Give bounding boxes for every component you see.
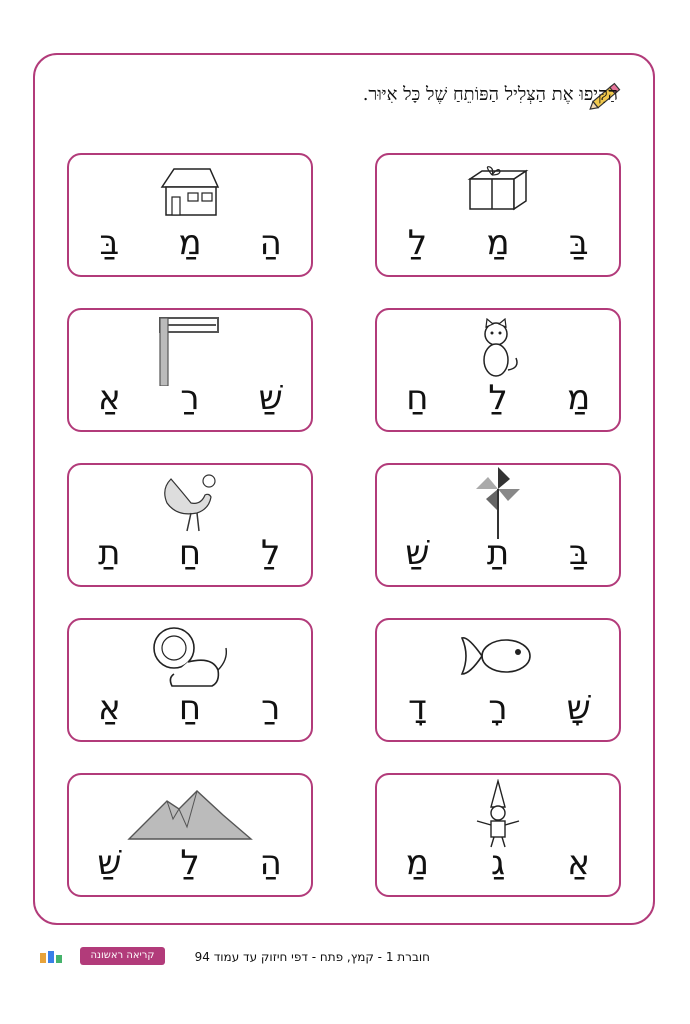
instruction-text: הַקִּיפוּ אֶת הַצְּלִיל הַפּוֹתֵחַ שֶׁל כָּל אִיּוּר. bbox=[362, 84, 618, 105]
letter-option[interactable]: רַ bbox=[180, 378, 200, 418]
card-9 bbox=[375, 773, 621, 897]
card-7 bbox=[375, 618, 621, 742]
letter-option[interactable]: אַ bbox=[97, 688, 121, 728]
letter-choices bbox=[69, 684, 311, 732]
letter-option[interactable]: בַּ bbox=[568, 223, 589, 263]
letter-choices bbox=[69, 374, 311, 422]
house-icon bbox=[158, 163, 222, 219]
letter-option[interactable]: שַׁ bbox=[405, 533, 430, 573]
letter-choices bbox=[377, 839, 619, 887]
letter-choices bbox=[377, 374, 619, 422]
letter-option[interactable]: חַ bbox=[406, 378, 429, 418]
letter-choices bbox=[69, 529, 311, 577]
letter-choices bbox=[69, 219, 311, 267]
lion-icon bbox=[148, 624, 232, 690]
card-10 bbox=[67, 773, 313, 897]
letter-option[interactable]: שַׁ bbox=[258, 378, 283, 418]
letter-choices bbox=[377, 219, 619, 267]
letter-option[interactable]: מַ bbox=[486, 223, 510, 263]
letter-option[interactable]: לַ bbox=[180, 843, 200, 883]
fish-icon bbox=[458, 628, 538, 684]
mountain-icon bbox=[127, 789, 253, 841]
pinwheel-icon bbox=[470, 465, 526, 539]
letter-option[interactable]: אַ bbox=[97, 378, 121, 418]
letter-option[interactable]: לַ bbox=[261, 533, 281, 573]
card-6 bbox=[67, 463, 313, 587]
card-4 bbox=[67, 308, 313, 432]
card-1 bbox=[375, 153, 621, 277]
cat-icon bbox=[474, 318, 522, 382]
letter-choices bbox=[377, 684, 619, 732]
card-2 bbox=[67, 153, 313, 277]
gift-box-icon bbox=[462, 163, 534, 215]
card-3 bbox=[375, 308, 621, 432]
publisher-logo bbox=[40, 949, 70, 965]
letter-option[interactable]: מַ bbox=[178, 223, 202, 263]
rooster-icon bbox=[157, 471, 223, 533]
letter-choices bbox=[377, 529, 619, 577]
letter-choices bbox=[69, 839, 311, 887]
letter-option[interactable]: בַּ bbox=[99, 223, 120, 263]
series-badge: קריאה ראשונה bbox=[80, 947, 165, 965]
letter-option[interactable]: אַ bbox=[567, 843, 591, 883]
card-8 bbox=[67, 618, 313, 742]
letter-option[interactable]: מַ bbox=[567, 378, 591, 418]
letter-option[interactable]: שָׁ bbox=[566, 688, 591, 728]
letter-option[interactable]: דָ bbox=[408, 688, 427, 728]
letter-option[interactable]: לַ bbox=[488, 378, 508, 418]
letter-option[interactable]: הַ bbox=[259, 223, 282, 263]
letter-option[interactable]: חַ bbox=[178, 533, 202, 573]
letter-option[interactable]: חַ bbox=[178, 688, 202, 728]
letter-option[interactable]: מַ bbox=[405, 843, 429, 883]
letter-option[interactable]: שַׁ bbox=[97, 843, 122, 883]
letter-option[interactable]: רַ bbox=[261, 688, 281, 728]
card-5 bbox=[375, 463, 621, 587]
letter-option[interactable]: גַ bbox=[491, 843, 506, 883]
letter-option[interactable]: תַ bbox=[486, 533, 510, 573]
footer-text: חוברת 1 - קמץ, פתח - דפי חיזוק עד עמוד 94 bbox=[194, 950, 430, 964]
letter-option[interactable]: הַ bbox=[259, 843, 282, 883]
letter-option[interactable]: לַ bbox=[407, 223, 428, 263]
letter-option[interactable]: בַּ bbox=[568, 533, 589, 573]
letter-option[interactable]: תַ bbox=[98, 533, 121, 573]
letter-option[interactable]: רָ bbox=[488, 688, 508, 728]
